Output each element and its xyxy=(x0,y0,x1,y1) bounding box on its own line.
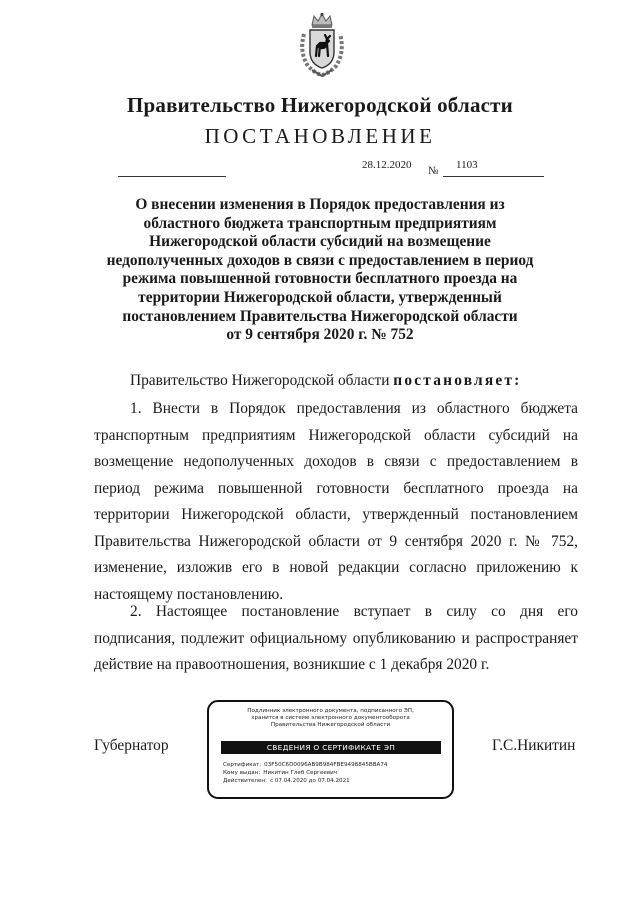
document-date: 28.12.2020 xyxy=(362,159,412,171)
subject-line: постановлением Правительства Нижегородской области xyxy=(122,307,518,325)
government-title: Правительство Нижегородской области xyxy=(127,93,513,117)
document-type: ПОСТАНОВЛЕНИЕ xyxy=(204,124,436,148)
electronic-signature-stamp xyxy=(207,700,454,799)
certificate-value: 03F50C6D0096AB9B984FBE9498845BBA74 xyxy=(264,762,388,768)
paragraph-1: 1. Внести в Порядок предоставления из областного бюджета транспортным предприятиям Нижегородской области субсидий на возмещение недополученных доходов в связи с предоставлением в период режима повышенной готовности бесплатного проезда на территории Нижегородской области, утвержденный постановлением Правительства Нижегородской области от 9 сентября 2020 г. № 752, изменение, изложив его в новой редакции согласно приложению к настоящему постановлению. xyxy=(94,400,578,603)
subject-line: Нижегородской области субсидий на возмещение xyxy=(149,233,491,251)
stamp-header-line: Подлинник электронного документа, подписанного ЭП, xyxy=(247,708,414,714)
validity-row xyxy=(223,777,388,785)
subject-line: территории Нижегородской области, утвержденный xyxy=(138,288,502,306)
issued-to-row xyxy=(223,769,388,777)
date-blank-line xyxy=(118,176,226,177)
preamble-verb: постановляет: xyxy=(393,372,522,389)
paragraph-2: 2. Настоящее постановление вступает в силу со дня его подписания, подлежит официальному опубликованию и распространяет действие на правоотношения, возникшие с 1 декабря 2020 г. xyxy=(94,603,578,673)
certificate-label: Сертификат: xyxy=(223,762,262,768)
validity-label: Действителен: xyxy=(223,778,267,784)
subject-line: от 9 сентября 2020 г. № 752 xyxy=(226,326,414,344)
subject-line: О внесении изменения в Порядок предоставления из xyxy=(135,196,505,213)
signatory-name: Г.С.Никитин xyxy=(492,737,576,754)
issued-to-value: Никитин Глеб Сергеевич xyxy=(263,770,338,776)
preamble xyxy=(130,372,522,390)
certificate-row xyxy=(223,761,388,769)
stamp-header xyxy=(209,708,452,729)
stamp-header-line: хранится в системе электронного документооборота xyxy=(251,715,410,721)
number-sign: № xyxy=(428,165,439,177)
subject-line: недополученных доходов в связи с предоставлением в период xyxy=(106,251,534,269)
subject-line: режима повышенной готовности бесплатного проезда на xyxy=(122,270,518,288)
stamp-header-line: Правительства Нижегородской области xyxy=(270,722,391,728)
signatory-position: Губернатор xyxy=(94,737,169,754)
validity-value: с 07.04.2020 до 07.04.2021 xyxy=(269,778,350,784)
document-number: 1103 xyxy=(456,159,478,171)
preamble-text: Правительство Нижегородской области xyxy=(130,372,390,389)
number-blank-line xyxy=(443,176,544,177)
coat-of-arms-emblem xyxy=(296,12,348,78)
certificate-banner: СВЕДЕНИЯ О СЕРТИФИКАТЕ ЭП xyxy=(221,741,441,754)
document-subject xyxy=(90,196,550,345)
subject-line: областного бюджета транспортным предприятиям xyxy=(143,214,497,232)
certificate-details xyxy=(223,761,388,785)
issued-to-label: Кому выдан: xyxy=(223,770,261,776)
